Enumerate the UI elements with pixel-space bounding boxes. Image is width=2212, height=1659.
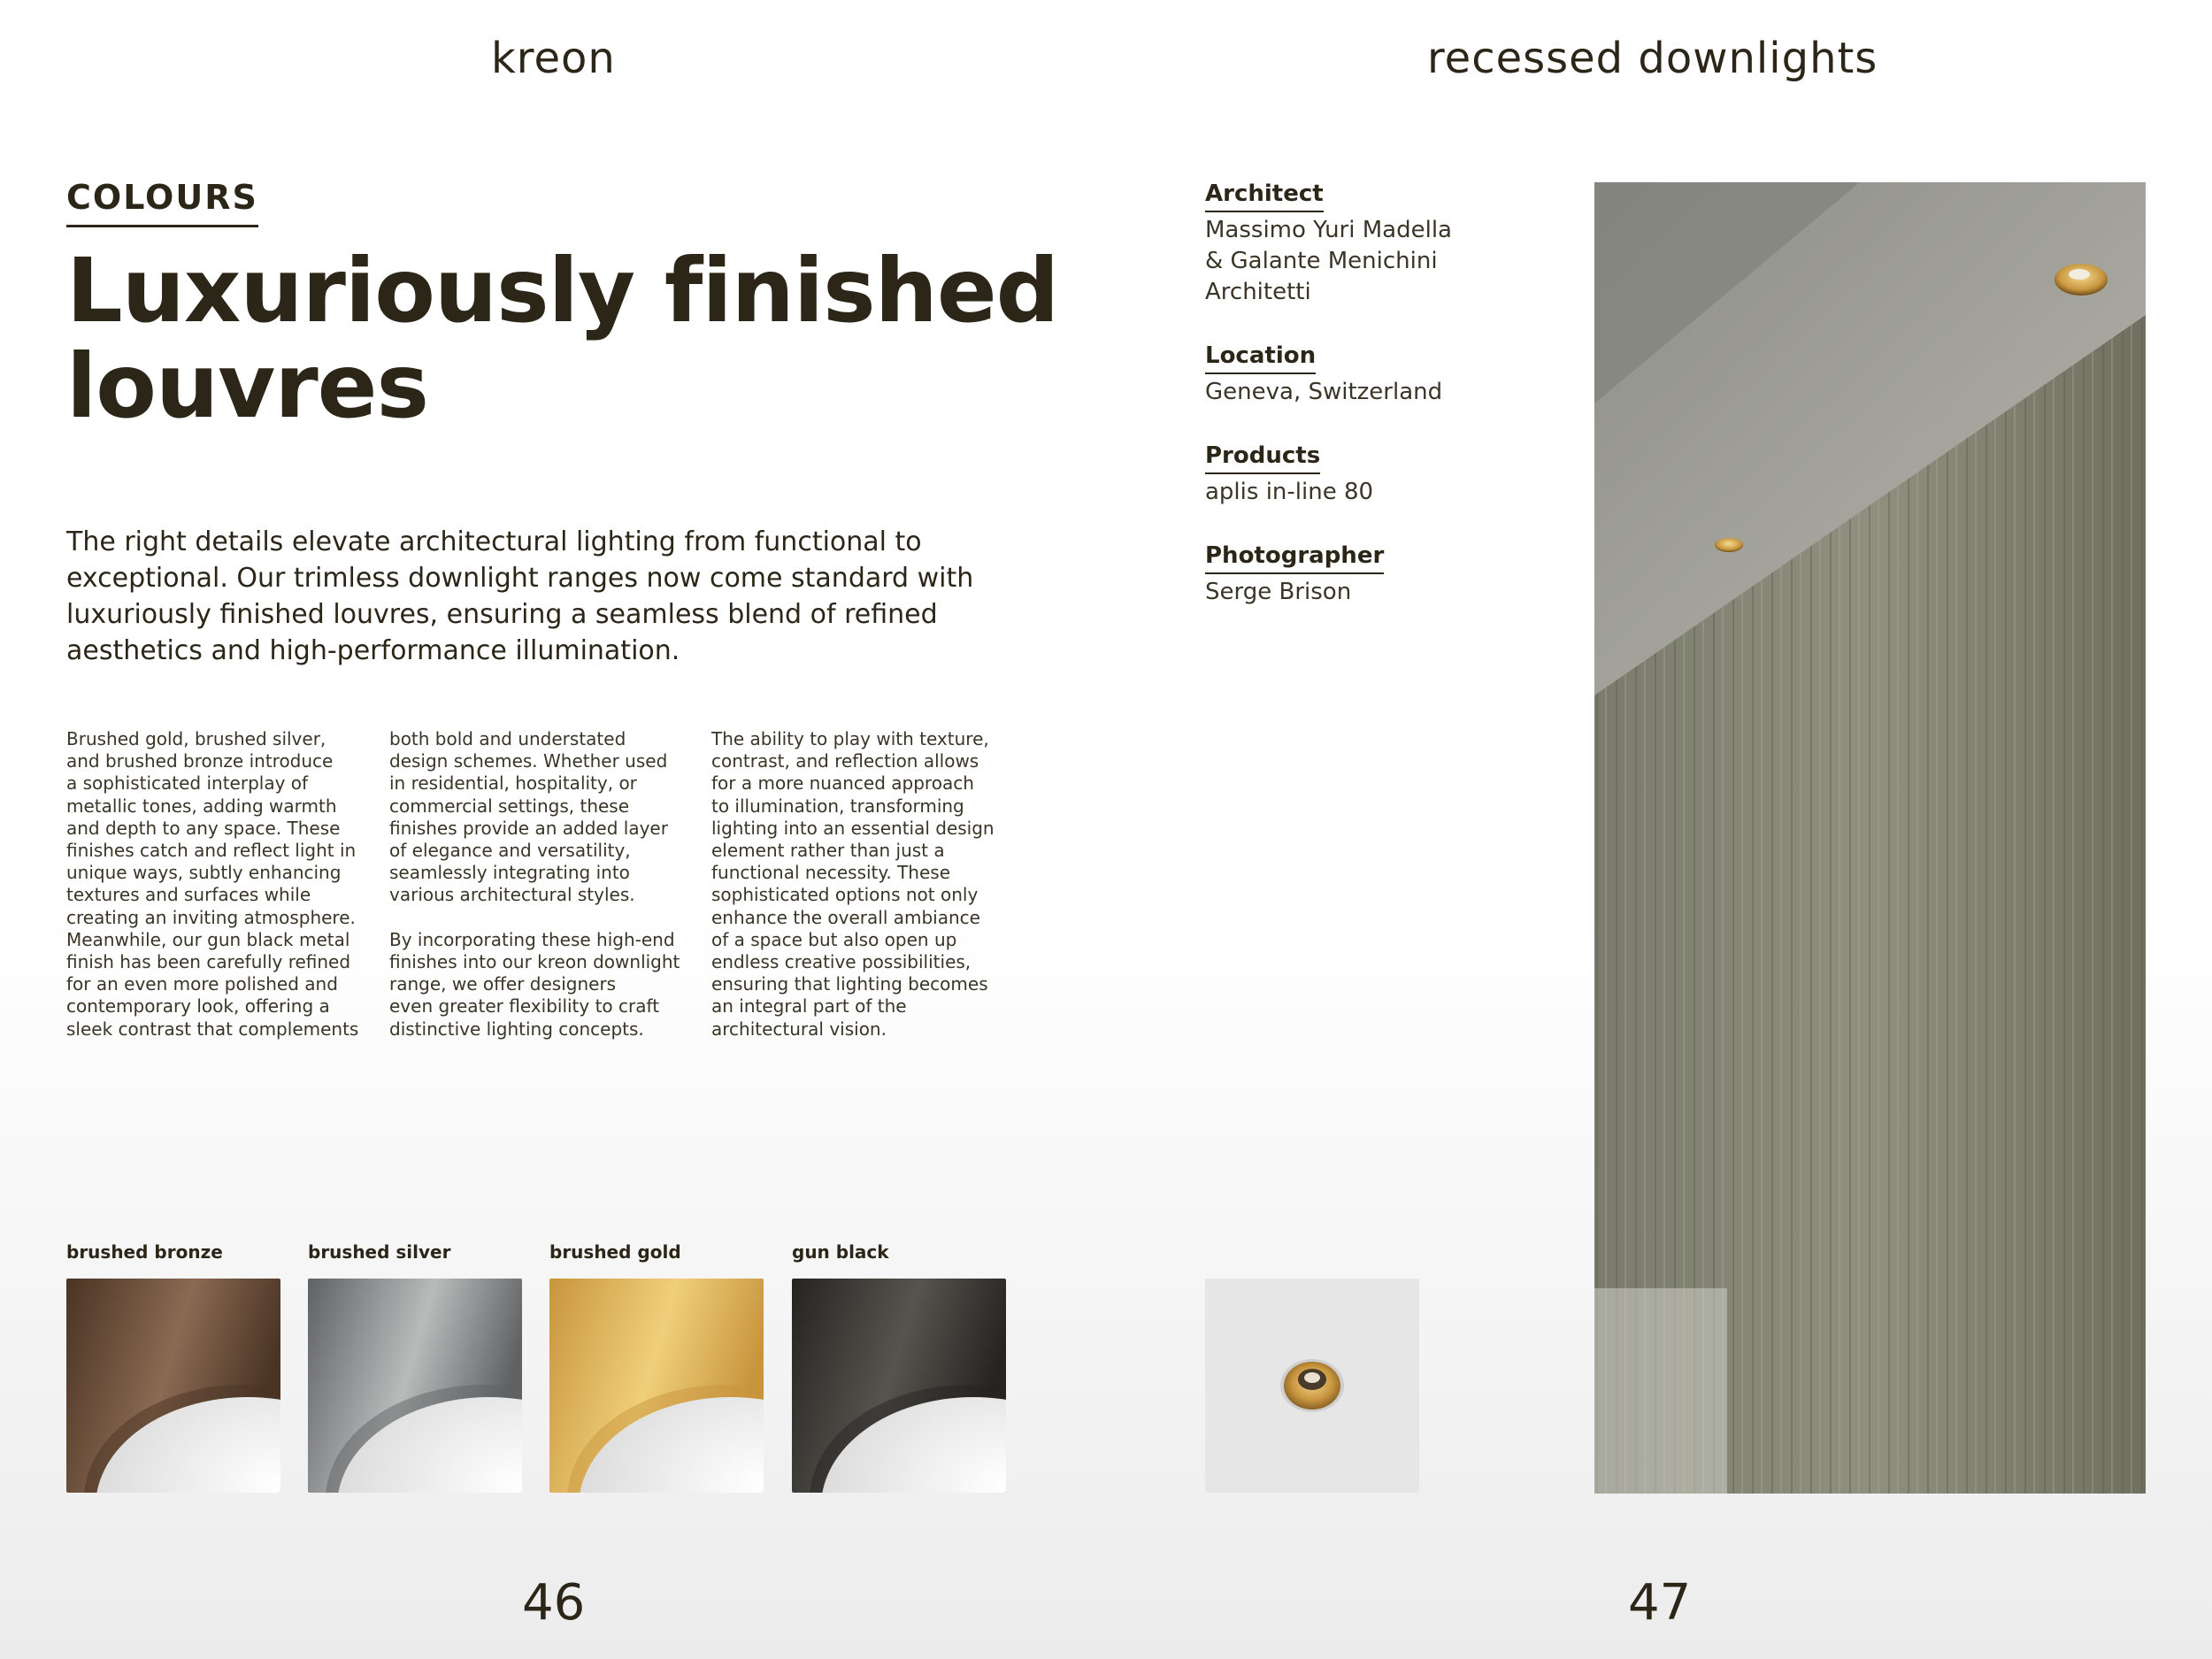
swatch-silver — [308, 1279, 522, 1493]
section-title: recessed downlights — [1427, 34, 1878, 83]
photographer-label: Photographer — [1205, 541, 1384, 574]
page-number-right: 47 — [1628, 1574, 1692, 1632]
location-label: Location — [1205, 342, 1316, 374]
project-photo — [1594, 182, 2146, 1494]
downlight-icon — [1205, 1279, 1419, 1493]
body-column-3: The ability to play with texture, contrast, and reflection allows for a more nuanced approach to illumination, transforming lighting into an essential design element rather than just a functional necessity. These sophisticated options not only enhance the overall ambiance of a space but also open up endless creative possibilities, ensuring that lighting becomes an integral part of the architectural vision. — [711, 728, 995, 1040]
lead-paragraph: The right details elevate architectural lighting from functional to exceptional. Our trimless downlight ranges now come standard with luxuriously finished louvres, ensuring a seamless blend of refined aesthetics and high-performance illumination. — [66, 526, 974, 666]
architect-value: Massimo Yuri Madella & Galante Menichini Architetti — [1205, 217, 1452, 305]
photographer-value: Serge Brison — [1205, 579, 1352, 605]
swatch-label-gold: brushed gold — [549, 1241, 681, 1263]
architect-label: Architect — [1205, 180, 1324, 212]
finish-sample-icon — [308, 1279, 522, 1493]
swatch-bronze — [66, 1279, 280, 1493]
swatch-black — [792, 1279, 1006, 1493]
finish-sample-icon — [549, 1279, 764, 1493]
product-thumbnail — [1205, 1279, 1419, 1493]
finish-sample-icon — [66, 1279, 280, 1493]
page-number-left: 46 — [522, 1574, 586, 1632]
page-title: Luxuriously finished louvres — [66, 239, 1059, 438]
body-column-1: Brushed gold, brushed silver, and brushed bronze introduce a sophisticated interplay of metallic tones, adding warmth and depth to any space. These finishes catch and reflect light in unique ways, subtly enhancing textures and surfaces while creating an inviting atmosphere. Meanwhile, our gun black metal finish has been carefully refined for an even more polished and contemporary look, offering a sleek contrast that complements — [66, 728, 359, 1040]
swatch-label-black: gun black — [792, 1241, 889, 1263]
location-value: Geneva, Switzerland — [1205, 379, 1443, 405]
swatch-label-bronze: brushed bronze — [66, 1241, 223, 1263]
products-value: aplis in-line 80 — [1205, 479, 1374, 505]
eyebrow-heading: COLOURS — [66, 177, 258, 227]
swatch-label-silver: brushed silver — [308, 1241, 451, 1263]
products-label: Products — [1205, 442, 1320, 474]
swatch-gold — [549, 1279, 764, 1493]
brand-name: kreon — [491, 34, 616, 83]
body-column-2: both bold and understated design schemes. Whether used in residential, hospitality, or commercial settings, these finishes provide an added layer of elegance and versatility, seamlessly integrating into various architectural styles. By incorporating these high-end finishes into our kreon downlight range, we offer designers even greater flexibility to craft distinctive lighting concepts. — [389, 728, 680, 1040]
finish-sample-icon — [792, 1279, 1006, 1493]
